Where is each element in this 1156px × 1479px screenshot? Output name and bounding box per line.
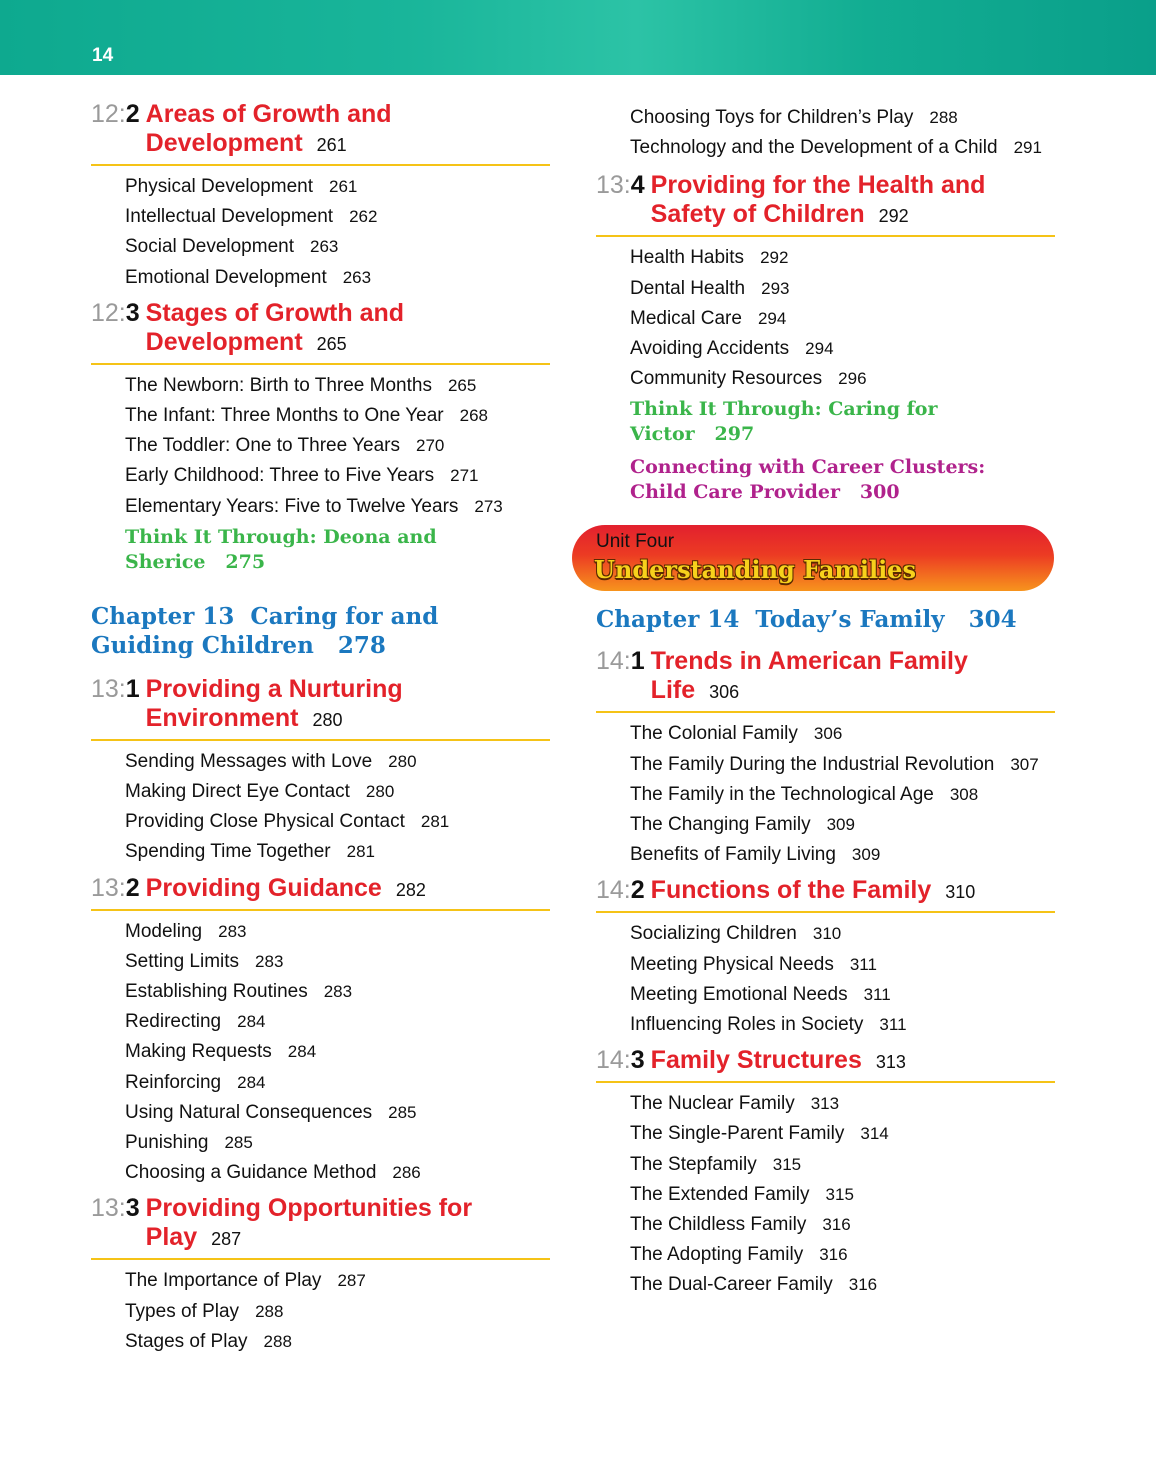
section-items: [596, 713, 1055, 870]
toc-entry[interactable]: [630, 1119, 1055, 1149]
toc-entry-title: Avoiding Accidents: [630, 338, 790, 360]
toc-entry-page: 284: [287, 1042, 317, 1062]
connect-page: 300: [859, 481, 900, 504]
section-page: 306: [709, 682, 740, 703]
section-items: [596, 237, 1055, 394]
toc-entry-title: Choosing a Guidance Method: [125, 1162, 377, 1184]
toc-entry-title: Influencing Roles in Society: [630, 1014, 864, 1036]
section-index: 2: [630, 876, 645, 905]
toc-entry-page: 271: [450, 466, 479, 486]
toc-entry-title: The Childless Family: [630, 1214, 807, 1236]
toc-entry-page: 313: [810, 1094, 840, 1114]
toc-entry[interactable]: [630, 1150, 1055, 1180]
toc-entry-title: Redirecting: [125, 1011, 222, 1033]
toc-entry-title: The Family During the Industrial Revolution: [630, 753, 995, 775]
section-heading[interactable]: [91, 675, 550, 741]
toc-entry-page: 288: [929, 108, 958, 127]
toc-section: [91, 874, 550, 1189]
toc-entry[interactable]: [630, 103, 1055, 133]
toc-section: [91, 299, 550, 522]
toc-entry[interactable]: [125, 1297, 550, 1327]
toc-entry-title: The Importance of Play: [125, 1270, 322, 1292]
section-heading[interactable]: [91, 299, 550, 365]
toc-entry-page: 311: [849, 954, 877, 974]
section-index: 2: [125, 873, 140, 902]
section-page: 282: [395, 879, 426, 900]
toc-entry-title: The Nuclear Family: [630, 1093, 795, 1115]
section-number: [596, 171, 645, 200]
chapter-14-label: Chapter 14: [596, 606, 740, 634]
toc-entry[interactable]: [630, 1089, 1055, 1119]
section-items: [91, 911, 550, 1189]
toc-entry[interactable]: [125, 492, 550, 522]
toc-entry-title: Physical Development: [125, 176, 313, 197]
toc-entry-title: Meeting Physical Needs: [630, 953, 834, 975]
section-page: 265: [316, 333, 347, 354]
toc-entry-page: 314: [860, 1124, 889, 1144]
section-heading[interactable]: [596, 876, 1055, 913]
toc-entry[interactable]: [630, 810, 1055, 840]
section-index: 3: [630, 1046, 645, 1075]
section-title-line1: Providing Opportunities for: [145, 1194, 473, 1223]
toc-entry[interactable]: [630, 719, 1055, 749]
toc-entry-page: 268: [459, 406, 489, 426]
toc-entry[interactable]: [125, 202, 550, 232]
section-heading[interactable]: [596, 647, 1055, 713]
toc-entry-page: 280: [388, 751, 417, 771]
section-page: 287: [211, 1229, 242, 1250]
toc-entry-page: 316: [848, 1275, 878, 1295]
toc-entry-page: 315: [825, 1184, 854, 1204]
section-title: [146, 874, 426, 905]
toc-entry-page: 316: [822, 1215, 851, 1235]
toc-entry-page: 281: [420, 812, 450, 832]
section-items: [91, 365, 550, 522]
toc-entry-title: Using Natural Consequences: [125, 1101, 373, 1123]
toc-entry-page: 291: [1013, 138, 1042, 158]
section-title: [651, 1046, 906, 1077]
toc-entry-page: 316: [819, 1245, 848, 1265]
right-column: [596, 100, 1055, 1301]
section-items: [596, 913, 1055, 1040]
section-chapter-prefix: 13:: [91, 674, 126, 703]
toc-entry[interactable]: [630, 840, 1055, 870]
toc-entry-page: 296: [838, 369, 867, 389]
toc-entry-title: The Family in the Technological Age: [630, 783, 934, 805]
section-chapter-prefix: 14:: [596, 647, 631, 676]
section-title: [651, 876, 976, 907]
toc-entry-title: Sending Messages with Love: [125, 750, 373, 772]
toc-entry-title: Types of Play: [125, 1300, 240, 1322]
toc-entry-title: The Single-Parent Family: [630, 1123, 845, 1145]
section-index: 4: [630, 171, 645, 200]
toc-entry-page: 261: [328, 177, 358, 196]
toc-entry-page: 283: [218, 921, 247, 941]
connecting-career-clusters[interactable]: [596, 455, 1055, 505]
toc-entry-title: Medical Care: [630, 307, 742, 329]
toc-entry-title: Spending Time Together: [125, 841, 331, 863]
toc-entry-page: 293: [761, 278, 790, 298]
toc-entry[interactable]: [125, 1068, 550, 1098]
toc-entry[interactable]: [125, 1128, 550, 1158]
toc-entry-title: The Newborn: Birth to Three Months: [125, 374, 432, 396]
section-title: [146, 1194, 472, 1254]
section-chapter-prefix: 13:: [91, 1194, 126, 1223]
think-page: 275: [225, 550, 266, 573]
header-band: [0, 0, 1156, 75]
toc-entry[interactable]: [125, 431, 550, 461]
page-number: 14: [92, 45, 114, 66]
toc-entry[interactable]: [630, 980, 1055, 1010]
toc-entry[interactable]: [125, 232, 550, 262]
toc-entry-page: 288: [255, 1301, 284, 1321]
section-heading[interactable]: [91, 1194, 550, 1260]
unit-label: Unit Four: [596, 531, 675, 553]
toc-entry[interactable]: [125, 172, 550, 202]
section-number: [91, 1194, 140, 1223]
toc-entry-title: The Dual-Career Family: [630, 1274, 833, 1296]
toc-section: [91, 675, 550, 868]
toc-entry-title: Socializing Children: [630, 923, 797, 945]
section-number: [91, 874, 140, 903]
section-number: [91, 675, 140, 704]
toc-entry-page: 270: [415, 436, 445, 456]
toc-entry-page: 263: [342, 267, 372, 287]
toc-entry-title: Choosing Toys for Children’s Play: [630, 107, 914, 128]
think-line1: Think It Through: Deona and: [125, 525, 437, 548]
section-chapter-prefix: 14:: [596, 876, 631, 905]
toc-entry-page: 287: [337, 1271, 366, 1291]
toc-entry[interactable]: [630, 133, 1055, 163]
section-index: 2: [125, 100, 140, 128]
toc-entry[interactable]: [125, 837, 550, 867]
section-items: [91, 1260, 550, 1357]
toc-entry[interactable]: [630, 750, 1055, 780]
section-title-line1: Providing for the Health and: [650, 171, 986, 200]
toc-entry-title: The Toddler: One to Three Years: [125, 435, 400, 457]
toc-entry[interactable]: [630, 1010, 1055, 1040]
toc-entry-title: Health Habits: [630, 247, 745, 269]
section-number: [596, 876, 645, 905]
section-index: 1: [630, 647, 645, 676]
toc-entry-title: Dental Health: [630, 277, 746, 299]
chapter-13-title1: Caring for and: [250, 602, 439, 630]
unit-four-banner: [572, 525, 1054, 591]
toc-entry-page: 285: [224, 1133, 253, 1153]
toc-entry[interactable]: [125, 1098, 550, 1128]
toc-entry[interactable]: [125, 947, 550, 977]
toc-entry[interactable]: [125, 1007, 550, 1037]
toc-entry-page: 307: [1010, 754, 1039, 774]
section-chapter-prefix: 13:: [91, 873, 126, 902]
toc-entry-title: The Infant: Three Months to One Year: [125, 405, 444, 427]
toc-entry-title: The Adopting Family: [630, 1244, 804, 1266]
toc-entry-page: 309: [826, 815, 855, 835]
section-title-line1: Family Structures: [650, 1046, 862, 1075]
chapter-14-title: Today’s Family: [755, 606, 945, 634]
toc-entry-title: Establishing Routines: [125, 981, 308, 1003]
toc-entry-page: 294: [757, 308, 787, 328]
section-index: 3: [125, 298, 140, 327]
toc-entry-title: Making Requests: [125, 1041, 272, 1063]
toc-entry[interactable]: [630, 780, 1055, 810]
toc-entry[interactable]: [125, 371, 550, 401]
toc-entry-page: 263: [309, 237, 339, 257]
section-page: 310: [945, 882, 976, 903]
toc-entry[interactable]: [125, 401, 550, 431]
section-title-line2: Safety of Children: [650, 200, 865, 229]
section-title-line2: Play: [145, 1223, 198, 1252]
section-items: [596, 1083, 1055, 1300]
toc-entry-title: Social Development: [125, 236, 294, 258]
toc-section: [596, 171, 1055, 394]
chapter-13-page: 278: [337, 631, 386, 659]
toc-entry-title: Making Direct Eye Contact: [125, 781, 350, 803]
toc-entry-page: 308: [949, 784, 979, 804]
toc-entry-page: 288: [263, 1331, 292, 1351]
toc-entry-page: 311: [879, 1015, 907, 1035]
toc-section: [91, 100, 550, 293]
section-title: [146, 675, 403, 735]
toc-entry[interactable]: [630, 1270, 1055, 1300]
toc-entry-page: 310: [812, 924, 842, 944]
section-index: 3: [125, 1194, 140, 1223]
section-title-line1: Trends in American Family Life: [650, 647, 968, 705]
toc-section: [596, 647, 1055, 870]
toc-entry-title: The Colonial Family: [630, 723, 798, 745]
toc-entry[interactable]: [125, 917, 550, 947]
section-heading[interactable]: [91, 874, 550, 911]
toc-entry[interactable]: [125, 1327, 550, 1357]
toc-entry-title: Stages of Play: [125, 1330, 248, 1352]
toc-entry-title: Community Resources: [630, 368, 823, 390]
toc-entry-page: 281: [346, 842, 375, 862]
section-number: [596, 1046, 645, 1075]
section-heading[interactable]: [596, 171, 1055, 237]
toc-entry-title: The Extended Family: [630, 1183, 810, 1205]
toc-entry-title: Technology and the Development of a Child: [630, 137, 998, 159]
section-title-line1: Areas of Growth and: [145, 100, 392, 128]
toc-entry-title: Reinforcing: [125, 1071, 222, 1093]
toc-entry[interactable]: [125, 461, 550, 491]
toc-entry[interactable]: [125, 1037, 550, 1067]
toc-entry[interactable]: [125, 807, 550, 837]
toc-entry-page: 283: [255, 951, 284, 971]
toc-entry-title: Meeting Emotional Needs: [630, 983, 848, 1005]
toc-entry[interactable]: [630, 274, 1055, 304]
toc-entry-page: 306: [813, 724, 843, 744]
think2-page: 297: [714, 423, 755, 446]
toc-entry-page: 315: [772, 1154, 802, 1174]
section-page: 292: [878, 206, 909, 227]
toc-entry-title: Punishing: [125, 1132, 209, 1154]
toc-entry-page: 273: [474, 496, 503, 516]
toc-entry-page: 292: [760, 248, 789, 268]
toc-entry-title: Emotional Development: [125, 266, 327, 288]
toc-entry[interactable]: [125, 977, 550, 1007]
section-page: 280: [312, 709, 343, 730]
toc-entry[interactable]: [630, 304, 1055, 334]
left-column: [91, 100, 550, 1357]
connect-line1: Connecting with Career Clusters:: [630, 456, 986, 479]
chapter-14-page: 304: [968, 606, 1017, 634]
section-number: [596, 647, 645, 676]
toc-entry-page: 286: [392, 1163, 421, 1183]
chapter-13-label: Chapter 13: [91, 602, 235, 630]
connect-line2: Child Care Provider: [630, 481, 841, 504]
toc-entry-page: 283: [323, 982, 353, 1002]
section-title-line1: Providing a Nurturing: [145, 674, 403, 703]
toc-entry[interactable]: [630, 364, 1055, 394]
toc-entry-title: Setting Limits: [125, 950, 240, 972]
toc-entry-title: Benefits of Family Living: [630, 844, 836, 866]
toc-entry[interactable]: [630, 243, 1055, 273]
section-heading[interactable]: [596, 1046, 1055, 1083]
toc-entry[interactable]: [125, 747, 550, 777]
section-chapter-prefix: 12:: [91, 298, 126, 327]
section-title: [651, 647, 1055, 707]
toc-entry-title: The Changing Family: [630, 814, 811, 836]
toc-entry-page: 284: [237, 1072, 266, 1092]
unit-title: Understanding Families: [594, 555, 916, 585]
section-title-line2: Development: [145, 129, 303, 157]
section-chapter-prefix: 13:: [596, 171, 631, 200]
toc-entry-page: 285: [388, 1102, 417, 1122]
toc-entry[interactable]: [125, 1158, 550, 1188]
toc-entry[interactable]: [630, 919, 1055, 949]
toc-entry-page: 309: [851, 845, 881, 865]
toc-entry[interactable]: [630, 1210, 1055, 1240]
section-title: [146, 100, 392, 160]
chapter-14-heading[interactable]: [596, 605, 1055, 634]
toc-entry-title: Early Childhood: Three to Five Years: [125, 465, 435, 487]
toc-entry[interactable]: [630, 334, 1055, 364]
section-number: [91, 100, 140, 129]
toc-entry-page: 311: [863, 984, 891, 1004]
toc-entry-page: 294: [805, 339, 834, 359]
think-line2: Sherice: [125, 550, 206, 573]
toc-entry-page: 262: [349, 207, 378, 227]
think2-line1: Think It Through: Caring for: [630, 398, 938, 421]
toc-entry-title: The Stepfamily: [630, 1153, 757, 1175]
section-page: 261: [316, 135, 347, 155]
section-heading[interactable]: [91, 100, 550, 166]
section-chapter-prefix: 12:: [91, 100, 126, 128]
toc-entry-title: Intellectual Development: [125, 206, 334, 228]
section-chapter-prefix: 14:: [596, 1046, 631, 1075]
toc-entry-page: 265: [447, 375, 477, 395]
chapter-13-title2: Guiding Children: [91, 631, 314, 659]
toc-section: [596, 1046, 1055, 1300]
think-it-through-deona[interactable]: [91, 525, 550, 575]
section-title: [651, 171, 986, 231]
toc-entry[interactable]: [630, 1180, 1055, 1210]
section-title-line1: Providing Guidance: [145, 873, 382, 902]
toc-entry[interactable]: [125, 777, 550, 807]
section-page: 313: [875, 1052, 906, 1073]
toc-entry-page: 280: [365, 782, 395, 802]
section-items: [91, 741, 550, 868]
toc-entry-title: Providing Close Physical Contact: [125, 811, 405, 833]
section-title-line1: Stages of Growth and: [145, 298, 405, 327]
toc-entry-title: Modeling: [125, 920, 203, 942]
toc-section: [596, 876, 1055, 1040]
section-title-line2: Environment: [145, 703, 299, 732]
toc-entry-title: Elementary Years: Five to Twelve Years: [125, 495, 459, 517]
toc-section: [91, 1194, 550, 1357]
section-items: [91, 166, 550, 293]
section-title: [146, 299, 404, 359]
think-it-through-victor[interactable]: [596, 397, 1055, 447]
toc-entry[interactable]: [125, 1266, 550, 1296]
toc-entry[interactable]: [630, 950, 1055, 980]
think2-line2: Victor: [630, 423, 695, 446]
chapter-13-heading[interactable]: [91, 602, 550, 660]
toc-entry[interactable]: [125, 263, 550, 293]
toc-entry-page: 284: [237, 1012, 266, 1032]
section-number: [91, 299, 140, 328]
toc-entry[interactable]: [630, 1240, 1055, 1270]
section-title-line1: Functions of the Family: [650, 876, 932, 905]
section-index: 1: [125, 674, 140, 703]
section-title-line2: Development: [145, 327, 303, 356]
